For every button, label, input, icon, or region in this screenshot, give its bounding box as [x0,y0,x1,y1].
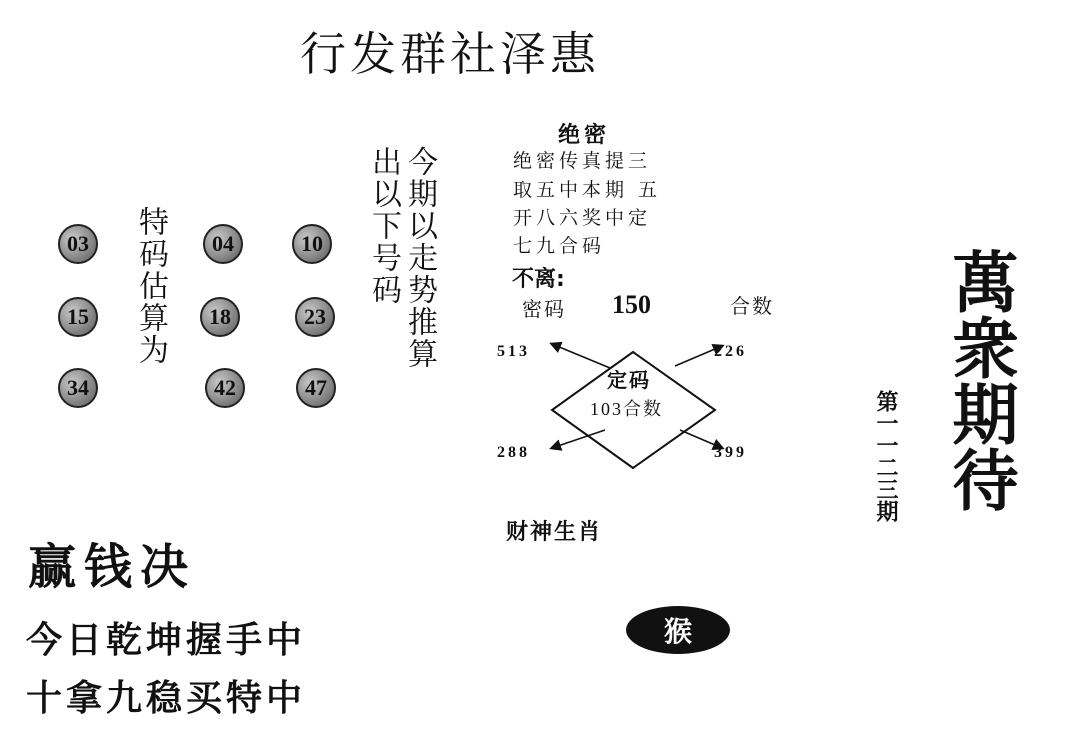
slogan-title: 赢钱决 [28,539,197,595]
secret-heading: 绝密 [558,123,611,148]
buli-label: 不离: [512,267,565,292]
code-value: 150 [612,290,651,319]
special-code-label: 特码估算为 [133,206,168,366]
secret-line: 取五中本期 五 [513,179,662,201]
number-ball: 34 [58,368,98,408]
secret-line: 七九合码 [513,235,606,257]
diamond-title: 定码 [607,368,651,392]
number-ball: 04 [203,224,243,264]
slogan-line1: 今日乾坤握手中 [26,619,307,661]
number-ball: 23 [295,297,335,337]
arrow-top-left [552,344,610,368]
corner-top-left: 513 [497,343,530,360]
code-label: 密码 [522,297,566,321]
arrow-bottom-left [552,430,605,448]
number-ball: 42 [205,368,245,408]
hs-label: 合数 [730,294,774,318]
trend-note-col1: 今期以走势推算 [402,146,437,370]
number-ball: 15 [58,297,98,337]
slogan-line2: 十拿九稳买特中 [26,677,307,719]
corner-bottom-right: 399 [714,444,747,461]
number-ball: 03 [58,224,98,264]
number-ball: 47 [296,368,336,408]
zodiac-label: 财神生肖 [506,520,603,545]
big-slogan: 萬衆期待 [941,248,1019,512]
corner-top-right: 226 [714,343,747,360]
trend-note-col2: 出以下号码 [366,146,401,306]
number-ball: 18 [200,297,240,337]
zodiac-animal-badge: 猴 [626,606,730,654]
number-ball: 10 [292,224,332,264]
secret-line: 开八六奖中定 [513,207,652,229]
issue-number: 第一一二三期 [873,390,899,522]
page-title: 行发群社泽惠 [300,27,600,81]
corner-bottom-left: 288 [497,444,530,461]
diamond-value: 103合数 [590,399,663,419]
secret-line: 绝密传真提三 [513,150,652,172]
